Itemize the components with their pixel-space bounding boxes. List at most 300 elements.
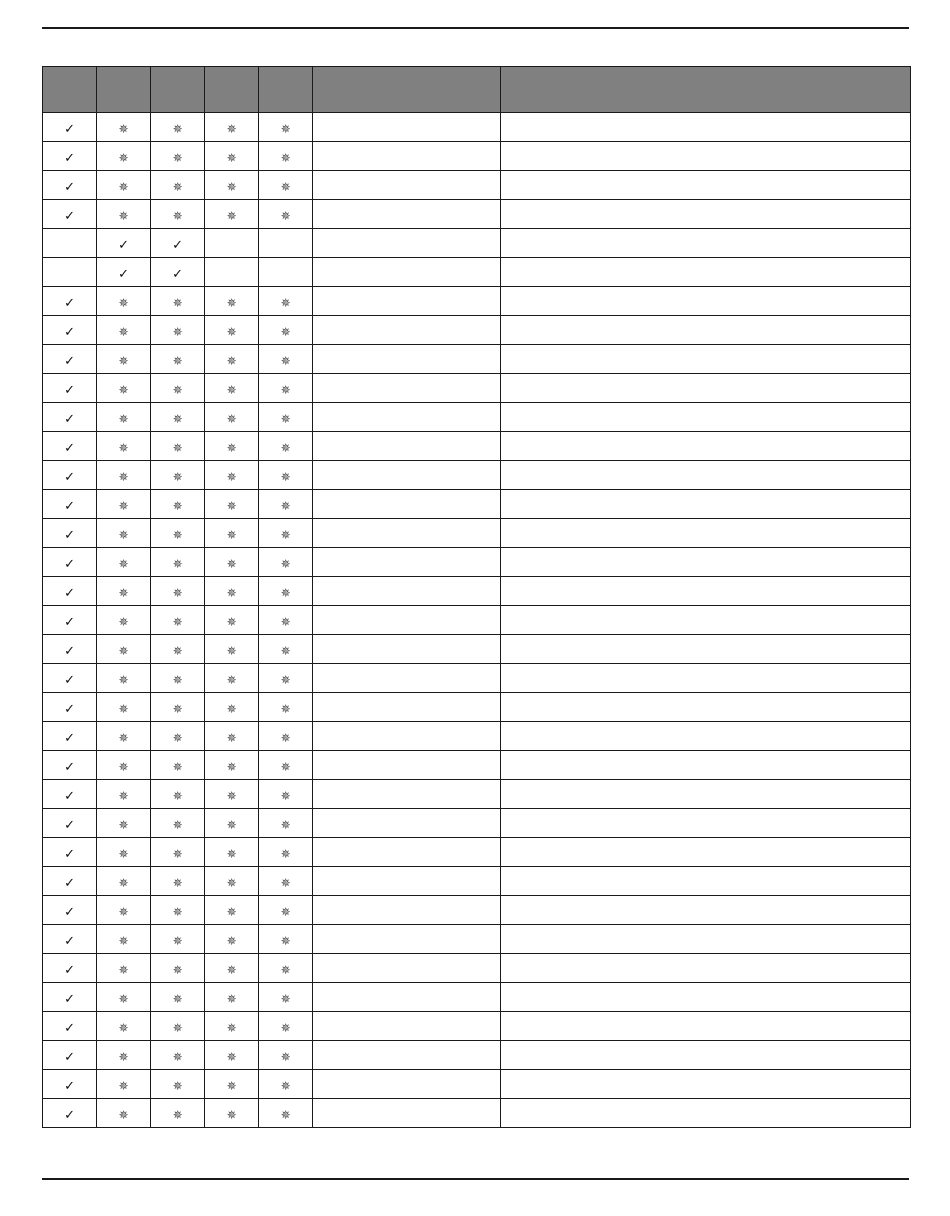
table-cell xyxy=(205,287,259,316)
asterisk-star-icon: ✵ xyxy=(118,817,129,832)
checkmark-icon: ✓ xyxy=(64,1078,75,1094)
table-cell xyxy=(151,432,205,461)
table-cell xyxy=(97,1012,151,1041)
table-row xyxy=(43,751,911,780)
table-cell xyxy=(501,403,911,432)
asterisk-star-icon: ✵ xyxy=(118,875,129,890)
asterisk-star-icon: ✵ xyxy=(118,1049,129,1064)
table-cell xyxy=(501,258,911,287)
checkmark-icon: ✓ xyxy=(64,295,75,311)
table-cell xyxy=(43,432,97,461)
checkmark-icon: ✓ xyxy=(64,875,75,891)
asterisk-star-icon: ✵ xyxy=(280,759,291,774)
asterisk-star-icon: ✵ xyxy=(172,933,183,948)
checkmark-icon: ✓ xyxy=(64,643,75,659)
checkmark-icon: ✓ xyxy=(64,527,75,543)
asterisk-star-icon: ✵ xyxy=(280,817,291,832)
table-cell xyxy=(205,1070,259,1099)
table-cell xyxy=(259,635,313,664)
table-cell xyxy=(259,461,313,490)
table-cell xyxy=(97,1070,151,1099)
table-cell xyxy=(259,316,313,345)
table-cell xyxy=(205,374,259,403)
header-rule xyxy=(42,27,909,29)
checkmark-icon: ✓ xyxy=(64,730,75,746)
table-row xyxy=(43,1012,911,1041)
asterisk-star-icon: ✵ xyxy=(118,527,129,542)
table-cell xyxy=(259,693,313,722)
table-cell xyxy=(259,1099,313,1128)
table-cell xyxy=(43,896,97,925)
asterisk-star-icon: ✵ xyxy=(172,701,183,716)
table-cell xyxy=(151,983,205,1012)
asterisk-star-icon: ✵ xyxy=(226,933,237,948)
asterisk-star-icon: ✵ xyxy=(280,585,291,600)
table-cell xyxy=(501,1099,911,1128)
asterisk-star-icon: ✵ xyxy=(280,440,291,455)
checkmark-icon: ✓ xyxy=(118,266,130,282)
table-cell xyxy=(501,751,911,780)
table-cell xyxy=(313,635,501,664)
asterisk-star-icon: ✵ xyxy=(280,1078,291,1093)
table-cell xyxy=(313,258,501,287)
asterisk-star-icon: ✵ xyxy=(280,614,291,629)
asterisk-star-icon: ✵ xyxy=(226,1049,237,1064)
asterisk-star-icon: ✵ xyxy=(118,556,129,571)
asterisk-star-icon: ✵ xyxy=(172,440,183,455)
checkmark-icon: ✓ xyxy=(64,585,75,601)
table-cell xyxy=(151,1099,205,1128)
table-row xyxy=(43,403,911,432)
checkmark-icon: ✓ xyxy=(64,1107,75,1123)
asterisk-star-icon: ✵ xyxy=(226,730,237,745)
asterisk-star-icon: ✵ xyxy=(280,788,291,803)
table-cell xyxy=(205,751,259,780)
asterisk-star-icon: ✵ xyxy=(280,1020,291,1035)
table-cell xyxy=(313,548,501,577)
asterisk-star-icon: ✵ xyxy=(280,643,291,658)
table-cell xyxy=(205,925,259,954)
table-cell xyxy=(43,722,97,751)
table-cell xyxy=(259,142,313,171)
table-cell xyxy=(205,490,259,519)
table-cell xyxy=(205,345,259,374)
checkmark-icon: ✓ xyxy=(64,701,75,717)
asterisk-star-icon: ✵ xyxy=(172,556,183,571)
checkmark-icon: ✓ xyxy=(64,1020,75,1036)
table-cell xyxy=(205,1012,259,1041)
table-cell xyxy=(259,171,313,200)
table-cell xyxy=(259,519,313,548)
table-cell xyxy=(97,316,151,345)
table-cell xyxy=(501,1041,911,1070)
checkmark-icon: ✓ xyxy=(64,788,75,804)
table-cell xyxy=(97,838,151,867)
footer-rule xyxy=(42,1178,909,1180)
table-cell xyxy=(205,171,259,200)
asterisk-star-icon: ✵ xyxy=(280,672,291,687)
table-cell xyxy=(43,954,97,983)
table-cell xyxy=(151,548,205,577)
table-cell xyxy=(259,1012,313,1041)
table-cell xyxy=(259,809,313,838)
table-cell xyxy=(313,954,501,983)
table-cell xyxy=(43,258,97,287)
table-cell xyxy=(97,867,151,896)
checkmark-icon: ✓ xyxy=(64,353,75,369)
table-cell xyxy=(501,1070,911,1099)
asterisk-star-icon: ✵ xyxy=(118,498,129,513)
table-cell xyxy=(97,954,151,983)
table-row xyxy=(43,461,911,490)
table-cell xyxy=(313,925,501,954)
table-cell xyxy=(97,403,151,432)
asterisk-star-icon: ✵ xyxy=(118,759,129,774)
table-cell xyxy=(151,229,205,258)
asterisk-star-icon: ✵ xyxy=(280,353,291,368)
table-row xyxy=(43,780,911,809)
table-cell xyxy=(151,838,205,867)
asterisk-star-icon: ✵ xyxy=(280,1049,291,1064)
asterisk-star-icon: ✵ xyxy=(172,788,183,803)
asterisk-star-icon: ✵ xyxy=(172,962,183,977)
table-row xyxy=(43,490,911,519)
table-cell xyxy=(313,171,501,200)
asterisk-star-icon: ✵ xyxy=(280,527,291,542)
asterisk-star-icon: ✵ xyxy=(118,846,129,861)
asterisk-star-icon: ✵ xyxy=(172,1020,183,1035)
checkmark-icon: ✓ xyxy=(64,324,75,340)
asterisk-star-icon: ✵ xyxy=(118,179,129,194)
table-cell xyxy=(97,1099,151,1128)
table-cell xyxy=(313,432,501,461)
table-cell xyxy=(151,142,205,171)
table-cell xyxy=(205,722,259,751)
table-row xyxy=(43,316,911,345)
asterisk-star-icon: ✵ xyxy=(226,179,237,194)
checkmark-icon: ✓ xyxy=(64,411,75,427)
table-cell xyxy=(259,200,313,229)
asterisk-star-icon: ✵ xyxy=(172,817,183,832)
asterisk-star-icon: ✵ xyxy=(280,933,291,948)
table-cell xyxy=(313,664,501,693)
table-cell xyxy=(97,606,151,635)
asterisk-star-icon: ✵ xyxy=(226,556,237,571)
table-cell xyxy=(313,751,501,780)
table-cell xyxy=(43,1012,97,1041)
asterisk-star-icon: ✵ xyxy=(226,643,237,658)
table-cell xyxy=(259,751,313,780)
asterisk-star-icon: ✵ xyxy=(280,1107,291,1122)
table-cell xyxy=(205,983,259,1012)
table-cell xyxy=(43,664,97,693)
asterisk-star-icon: ✵ xyxy=(118,1020,129,1035)
table-cell xyxy=(43,403,97,432)
asterisk-star-icon: ✵ xyxy=(118,614,129,629)
asterisk-star-icon: ✵ xyxy=(172,1107,183,1122)
table-cell xyxy=(205,113,259,142)
asterisk-star-icon: ✵ xyxy=(226,846,237,861)
table-cell xyxy=(313,200,501,229)
table-cell xyxy=(205,461,259,490)
asterisk-star-icon: ✵ xyxy=(172,759,183,774)
checkmark-icon: ✓ xyxy=(64,962,75,978)
checkmark-icon: ✓ xyxy=(172,266,184,282)
table-cell xyxy=(259,113,313,142)
table-cell xyxy=(97,519,151,548)
checkmark-icon: ✓ xyxy=(64,614,75,630)
asterisk-star-icon: ✵ xyxy=(172,875,183,890)
asterisk-star-icon: ✵ xyxy=(118,411,129,426)
table-cell xyxy=(501,983,911,1012)
asterisk-star-icon: ✵ xyxy=(280,875,291,890)
table-cell xyxy=(97,229,151,258)
table-row xyxy=(43,142,911,171)
table-cell xyxy=(97,200,151,229)
table-cell xyxy=(205,548,259,577)
table-cell xyxy=(151,1041,205,1070)
table-cell xyxy=(501,374,911,403)
table-cell xyxy=(97,171,151,200)
asterisk-star-icon: ✵ xyxy=(226,585,237,600)
table-cell xyxy=(259,664,313,693)
table-cell xyxy=(259,403,313,432)
table-cell xyxy=(259,954,313,983)
table-cell xyxy=(313,374,501,403)
table-row xyxy=(43,258,911,287)
table-cell xyxy=(151,287,205,316)
table-cell xyxy=(501,896,911,925)
table-cell xyxy=(205,258,259,287)
table-cell xyxy=(43,693,97,722)
table-row xyxy=(43,287,911,316)
table-cell xyxy=(205,867,259,896)
table-cell xyxy=(313,316,501,345)
asterisk-star-icon: ✵ xyxy=(280,121,291,136)
checkmark-icon: ✓ xyxy=(172,237,184,253)
asterisk-star-icon: ✵ xyxy=(226,150,237,165)
table-cell xyxy=(501,838,911,867)
checkmark-icon: ✓ xyxy=(64,1049,75,1065)
asterisk-star-icon: ✵ xyxy=(172,353,183,368)
asterisk-star-icon: ✵ xyxy=(118,208,129,223)
checkmark-icon: ✓ xyxy=(64,933,75,949)
asterisk-star-icon: ✵ xyxy=(280,324,291,339)
checkmark-icon: ✓ xyxy=(64,846,75,862)
table-row xyxy=(43,925,911,954)
table-cell xyxy=(259,1041,313,1070)
table-cell xyxy=(151,1012,205,1041)
table-cell xyxy=(151,635,205,664)
checkmark-icon: ✓ xyxy=(64,469,75,485)
table-row xyxy=(43,664,911,693)
table-row xyxy=(43,171,911,200)
asterisk-star-icon: ✵ xyxy=(226,498,237,513)
table-cell xyxy=(259,432,313,461)
table-cell xyxy=(313,896,501,925)
column-header xyxy=(313,67,501,113)
table-cell xyxy=(97,432,151,461)
table-cell xyxy=(43,1099,97,1128)
table-cell xyxy=(43,577,97,606)
table-cell xyxy=(313,722,501,751)
asterisk-star-icon: ✵ xyxy=(172,846,183,861)
checkmark-icon: ✓ xyxy=(64,904,75,920)
table-cell xyxy=(43,780,97,809)
asterisk-star-icon: ✵ xyxy=(280,382,291,397)
table-cell xyxy=(97,925,151,954)
table-cell xyxy=(97,490,151,519)
asterisk-star-icon: ✵ xyxy=(226,875,237,890)
table-row xyxy=(43,345,911,374)
table-cell xyxy=(43,200,97,229)
asterisk-star-icon: ✵ xyxy=(280,179,291,194)
asterisk-star-icon: ✵ xyxy=(118,324,129,339)
asterisk-star-icon: ✵ xyxy=(118,382,129,397)
table-cell xyxy=(205,664,259,693)
table-cell xyxy=(151,751,205,780)
table-cell xyxy=(205,606,259,635)
table-cell xyxy=(97,809,151,838)
table-cell xyxy=(501,287,911,316)
table-cell xyxy=(43,635,97,664)
asterisk-star-icon: ✵ xyxy=(118,121,129,136)
table-cell xyxy=(97,722,151,751)
asterisk-star-icon: ✵ xyxy=(226,208,237,223)
checkmark-icon: ✓ xyxy=(64,498,75,514)
table-cell xyxy=(205,577,259,606)
table-cell xyxy=(43,171,97,200)
table-cell xyxy=(313,229,501,258)
asterisk-star-icon: ✵ xyxy=(118,295,129,310)
checkmark-icon: ✓ xyxy=(64,179,75,195)
table-cell xyxy=(501,490,911,519)
table-cell xyxy=(151,577,205,606)
table-cell xyxy=(501,867,911,896)
table-cell xyxy=(97,896,151,925)
table-cell xyxy=(97,548,151,577)
table-cell xyxy=(501,200,911,229)
table-cell xyxy=(501,809,911,838)
asterisk-star-icon: ✵ xyxy=(118,1078,129,1093)
asterisk-star-icon: ✵ xyxy=(118,730,129,745)
table-cell xyxy=(43,229,97,258)
table-row xyxy=(43,1070,911,1099)
table-cell xyxy=(97,287,151,316)
asterisk-star-icon: ✵ xyxy=(226,324,237,339)
table-cell xyxy=(259,490,313,519)
table-cell xyxy=(205,432,259,461)
asterisk-star-icon: ✵ xyxy=(118,672,129,687)
table-cell xyxy=(151,896,205,925)
table-cell xyxy=(97,461,151,490)
table-cell xyxy=(313,780,501,809)
table-cell xyxy=(501,664,911,693)
table-cell xyxy=(205,316,259,345)
table-cell xyxy=(501,548,911,577)
asterisk-star-icon: ✵ xyxy=(226,614,237,629)
asterisk-star-icon: ✵ xyxy=(118,440,129,455)
asterisk-star-icon: ✵ xyxy=(280,295,291,310)
table-cell xyxy=(259,722,313,751)
table-cell xyxy=(313,461,501,490)
asterisk-star-icon: ✵ xyxy=(280,701,291,716)
asterisk-star-icon: ✵ xyxy=(280,411,291,426)
asterisk-star-icon: ✵ xyxy=(226,121,237,136)
asterisk-star-icon: ✵ xyxy=(280,846,291,861)
table-cell xyxy=(151,1070,205,1099)
table-cell xyxy=(501,606,911,635)
table-cell xyxy=(97,780,151,809)
table-cell xyxy=(205,200,259,229)
asterisk-star-icon: ✵ xyxy=(172,121,183,136)
table-cell xyxy=(501,577,911,606)
checkmark-icon: ✓ xyxy=(64,150,75,166)
asterisk-star-icon: ✵ xyxy=(226,295,237,310)
asterisk-star-icon: ✵ xyxy=(226,788,237,803)
table-cell xyxy=(43,345,97,374)
table-cell xyxy=(259,258,313,287)
table-row xyxy=(43,722,911,751)
asterisk-star-icon: ✵ xyxy=(226,527,237,542)
asterisk-star-icon: ✵ xyxy=(172,208,183,223)
asterisk-star-icon: ✵ xyxy=(118,701,129,716)
asterisk-star-icon: ✵ xyxy=(118,585,129,600)
table-cell xyxy=(501,954,911,983)
table-cell xyxy=(97,374,151,403)
table-cell xyxy=(313,809,501,838)
table-cell xyxy=(205,780,259,809)
checkmark-icon: ✓ xyxy=(64,672,75,688)
table-cell xyxy=(313,287,501,316)
table-cell xyxy=(259,606,313,635)
table-cell xyxy=(43,838,97,867)
table-cell xyxy=(259,345,313,374)
checkmark-icon: ✓ xyxy=(64,382,75,398)
table-cell xyxy=(501,635,911,664)
table-cell xyxy=(151,345,205,374)
table-cell xyxy=(501,519,911,548)
column-header xyxy=(97,67,151,113)
table-cell xyxy=(501,461,911,490)
table-cell xyxy=(151,113,205,142)
table-cell xyxy=(259,287,313,316)
asterisk-star-icon: ✵ xyxy=(172,382,183,397)
table-cell xyxy=(313,577,501,606)
table-cell xyxy=(259,925,313,954)
table-cell xyxy=(205,635,259,664)
table-cell xyxy=(43,606,97,635)
asterisk-star-icon: ✵ xyxy=(172,904,183,919)
table-cell xyxy=(43,461,97,490)
asterisk-star-icon: ✵ xyxy=(118,933,129,948)
asterisk-star-icon: ✵ xyxy=(226,382,237,397)
table-cell xyxy=(313,1041,501,1070)
asterisk-star-icon: ✵ xyxy=(172,730,183,745)
table-cell xyxy=(501,171,911,200)
asterisk-star-icon: ✵ xyxy=(118,904,129,919)
asterisk-star-icon: ✵ xyxy=(118,1107,129,1122)
table-cell xyxy=(151,925,205,954)
asterisk-star-icon: ✵ xyxy=(226,701,237,716)
asterisk-star-icon: ✵ xyxy=(280,469,291,484)
table-cell xyxy=(259,983,313,1012)
table-cell xyxy=(43,983,97,1012)
asterisk-star-icon: ✵ xyxy=(118,991,129,1006)
asterisk-star-icon: ✵ xyxy=(226,672,237,687)
table-row xyxy=(43,983,911,1012)
table-cell xyxy=(313,1099,501,1128)
